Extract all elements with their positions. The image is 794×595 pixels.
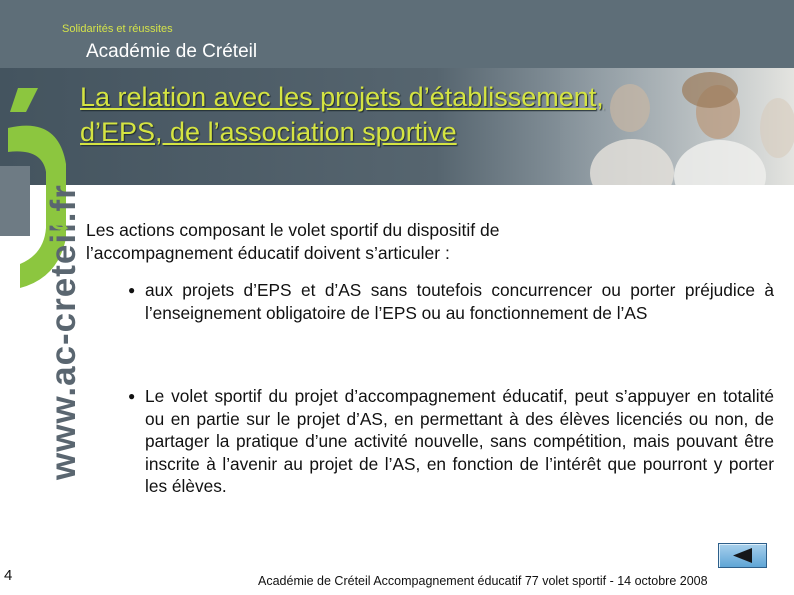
slide-title-line-2: d’EPS, de l’association sportive <box>80 117 457 147</box>
slide-title <box>80 80 604 150</box>
previous-slide-icon <box>719 544 766 567</box>
slide-title-line-1: La relation avec les projets d’établissement, <box>80 82 604 112</box>
curved-arrow-icon <box>48 214 70 236</box>
academy-name: Académie de Créteil <box>86 41 258 62</box>
tagline: Solidarités et réussites <box>62 23 173 35</box>
bullet-item: Le volet sportif du projet d’accompagnement éducatif, peut s’appuyer en totalité ou en partie sur le projet d’AS, en permettant à des élèves licenciés ou non, de partager la pratique d’une activité nouvelle, sans compétition, mais pouvant être inscrite à l’avenir au projet de l’AS, en fonction de l’intérêt que pourront y porter les élèves. <box>145 386 774 496</box>
footer-text: Académie de Créteil Accompagnement éducatif 77 volet sportif - 14 octobre 2008 <box>258 574 708 588</box>
previous-slide-button[interactable] <box>718 543 767 568</box>
bullet-marker: ● <box>128 283 136 297</box>
slide-number: 4 <box>4 567 13 584</box>
bullet-marker: ● <box>128 389 136 403</box>
bullet-item: aux projets d’EPS et d’AS sans toutefois concurrencer ou porter préjudice à l’enseignement obligatoire de l’EPS ou au fonctionnement de l’AS <box>145 280 774 323</box>
intro-paragraph: Les actions composant le volet sportif du dispositif de l’accompagnement éducatif doivent s’articuler : <box>86 220 500 263</box>
site-url-vertical: www.ac-creteil.fr <box>44 184 83 480</box>
